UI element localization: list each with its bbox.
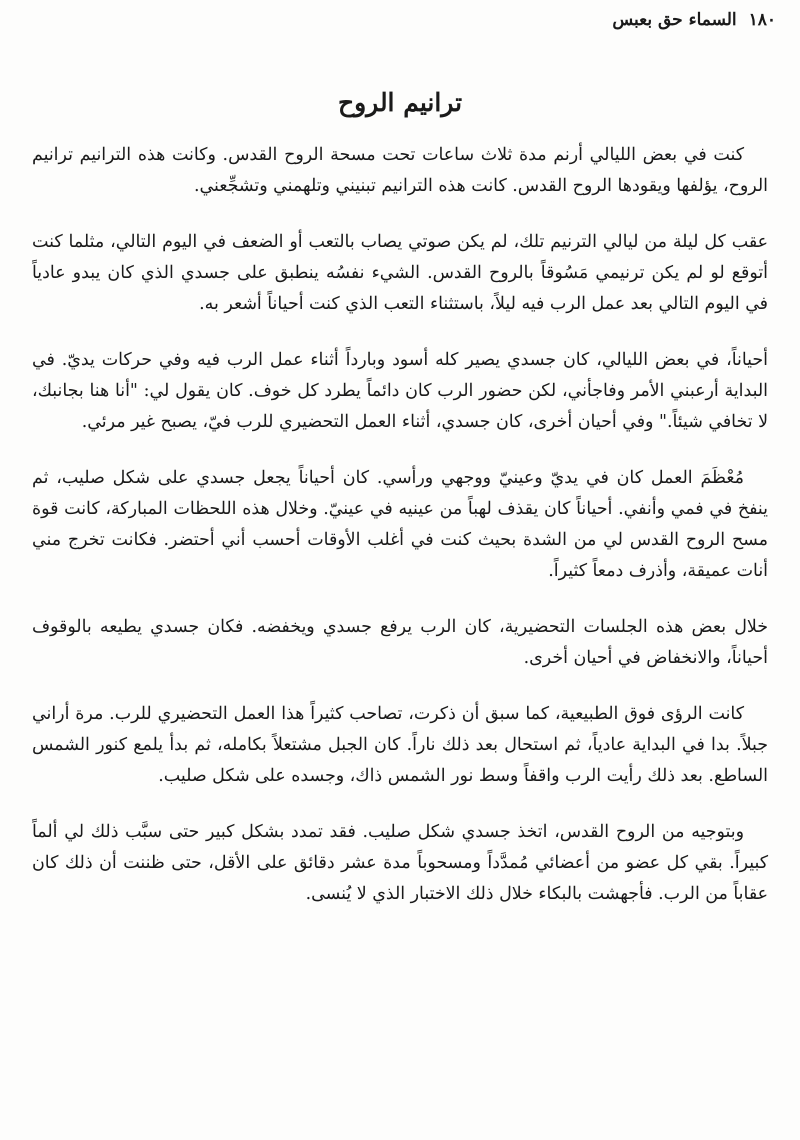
- paragraph: كانت الرؤى فوق الطبيعية، كما سبق أن ذكرت، تصاحب كثيراً هذا العمل التحضيري للرب. مرة أراني جبلاً. بدا في البداية عادياً، ثم استحال بعد ذلك ناراً. كان الجبل مشتعلاً بكامله، ثم بدأ يلمع كنور الشمس الساطع. بعد ذلك رأيت الرب واقفاً وسط نور الشمس ذاك، وجسده على شكل صليب.: [32, 704, 768, 786]
- body-text: [32, 140, 768, 935]
- paragraph: مُعْظَمَ العمل كان في يديّ وعينيّ ووجهي ورأسي. كان أحياناً يجعل جسدي على شكل صليب، ثم ينفخ في فمي وأنفي. أحياناً كان يقذف لهباً من عينيه في عينيّ. وخلال هذه اللحظات المباركة، كانت قوة مسح الروح القدس لي من الشدة بحيث كنت في أغلب الأوقات أحسب أني أحتضر. فكانت تخرج مني أنات عميقة، وأذرف دمعاً كثيراً.: [32, 468, 768, 581]
- running-header: [56, 10, 776, 44]
- running-title: السماء حق بعبس: [612, 10, 737, 30]
- paragraph: كنت في بعض الليالي أرنم مدة ثلاث ساعات تحت مسحة الروح القدس. وكانت هذه الترانيم ترانيم الروح، يؤلفها ويقودها الروح القدس. كانت هذه الترانيم تبنيني وتلهمني وتشجِّعني.: [32, 145, 768, 196]
- page-number: ١٨٠: [748, 10, 776, 30]
- paragraph: عقب كل ليلة من ليالي الترنيم تلك، لم يكن صوتي يصاب بالتعب أو الضعف في اليوم التالي، مثلما كنت أتوقع لو لم يكن ترنيمي مَسُوقاً بالروح القدس. الشيء نفسُه ينطبق على جسدي الذي كان يبدو عادياً في اليوم التالي بعد عمل الرب فيه ليلاً، باستثناء التعب الذي كنت أحياناً أشعر به.: [32, 232, 768, 314]
- chapter-title: ترانيم الروح: [337, 88, 463, 117]
- paragraph: وبتوجيه من الروح القدس، اتخذ جسدي شكل صليب. فقد تمدد بشكل كبير حتى سبَّب ذلك لي ألماً كبيراً. بقي كل عضو من أعضائي مُمدَّداً ومسحوباً مدة عشر دقائق على الأقل، حتى ظننت أن ذلك كان عقاباً من الرب. فأجهشت بالبكاء خلال ذلك الاختبار الذي لا يُنسى.: [32, 822, 768, 904]
- paragraph: خلال بعض هذه الجلسات التحضيرية، كان الرب يرفع جسدي ويخفضه. فكان جسدي يطيعه بالوقوف أحياناً، والانخفاض في أحيان أخرى.: [32, 617, 768, 668]
- paragraph: أحياناً، في بعض الليالي، كان جسدي يصير كله أسود وبارداً أثناء عمل الرب فيه وفي حركات يديّ. في البداية أرعبني الأمر وفاجأني، لكن حضور الرب كان دائماً يطرد كل خوف. كان يقول لي: "أنا هنا بجانبك، لا تخافي شيئاً." وفي أحيان أخرى، كان جسدي، أثناء العمل التحضيري للرب فيّ، يصبح غير مرئي.: [32, 350, 768, 432]
